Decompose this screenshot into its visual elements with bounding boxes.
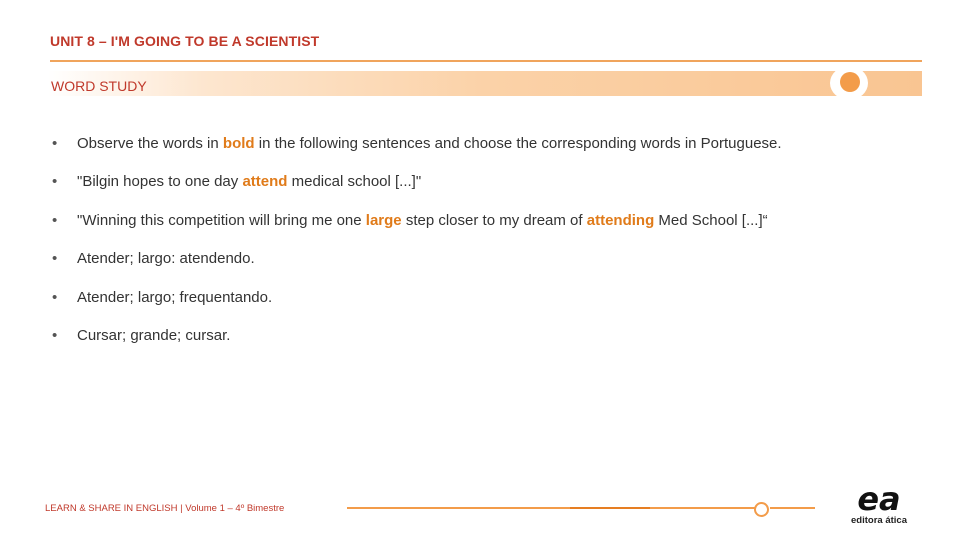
bullet-text-segment: medical school [...]" xyxy=(287,173,422,191)
bullet-text xyxy=(77,132,782,156)
bullet-text xyxy=(77,170,421,194)
unit-title: UNIT 8 – I'M GOING TO BE A SCIENTIST xyxy=(50,33,320,49)
highlighted-word: attending xyxy=(586,211,655,229)
footer-line xyxy=(347,507,757,509)
bullet-text-segment: Med School [...]“ xyxy=(654,211,768,229)
bullet-text-segment: "Winning this competition will bring me one xyxy=(77,211,366,229)
bullet-dot-icon: • xyxy=(52,250,58,268)
logo-name: editora ática xyxy=(851,515,907,526)
bullet-text-segment: Cursar; grande; cursar. xyxy=(77,326,231,344)
bullet-text xyxy=(77,247,255,271)
section-bar xyxy=(48,71,922,96)
bullet-dot-icon: • xyxy=(52,326,58,344)
bullet-dot-icon: • xyxy=(52,173,58,191)
footer-ring-icon xyxy=(754,502,769,517)
bullet-list xyxy=(52,132,932,362)
ea-logo-icon xyxy=(845,482,913,516)
bullet-item xyxy=(52,324,932,362)
footer-text: LEARN & SHARE IN ENGLISH | Volume 1 – 4º Bimestre xyxy=(45,503,285,514)
bullet-item xyxy=(52,286,932,324)
bullet-dot-icon: • xyxy=(52,288,58,306)
bullet-text-segment: "Bilgin hopes to one day xyxy=(77,173,243,191)
bullet-item xyxy=(52,170,932,208)
highlighted-word: large xyxy=(365,211,402,229)
header-divider xyxy=(50,60,922,62)
section-label: WORD STUDY xyxy=(51,78,147,94)
highlighted-word: bold xyxy=(222,135,255,152)
publisher-logo xyxy=(845,482,913,530)
bullet-text-segment: in the following sentences and choose the corresponding words in Portuguese. xyxy=(254,135,782,152)
bullet-text-segment: Atender; largo; frequentando. xyxy=(77,288,273,306)
bullet-text-segment: step closer to my dream of xyxy=(401,211,587,229)
bullet-text xyxy=(77,324,230,348)
bullet-dot-icon: • xyxy=(52,211,58,229)
logo-mark: ea xyxy=(857,482,901,516)
bullet-dot-icon: • xyxy=(52,135,58,152)
bullet-item xyxy=(52,132,932,170)
decorative-dot-icon xyxy=(840,72,860,92)
bullet-text-segment: Observe the words in xyxy=(77,135,223,152)
footer-line-right xyxy=(770,507,815,509)
bullet-text-segment: Atender; largo: atendendo. xyxy=(77,250,255,268)
bullet-item xyxy=(52,209,932,247)
bullet-item xyxy=(52,247,932,285)
bullet-text xyxy=(77,209,768,233)
bullet-text xyxy=(77,286,272,310)
footer-line-accent xyxy=(570,507,650,509)
highlighted-word: attend xyxy=(242,173,288,191)
